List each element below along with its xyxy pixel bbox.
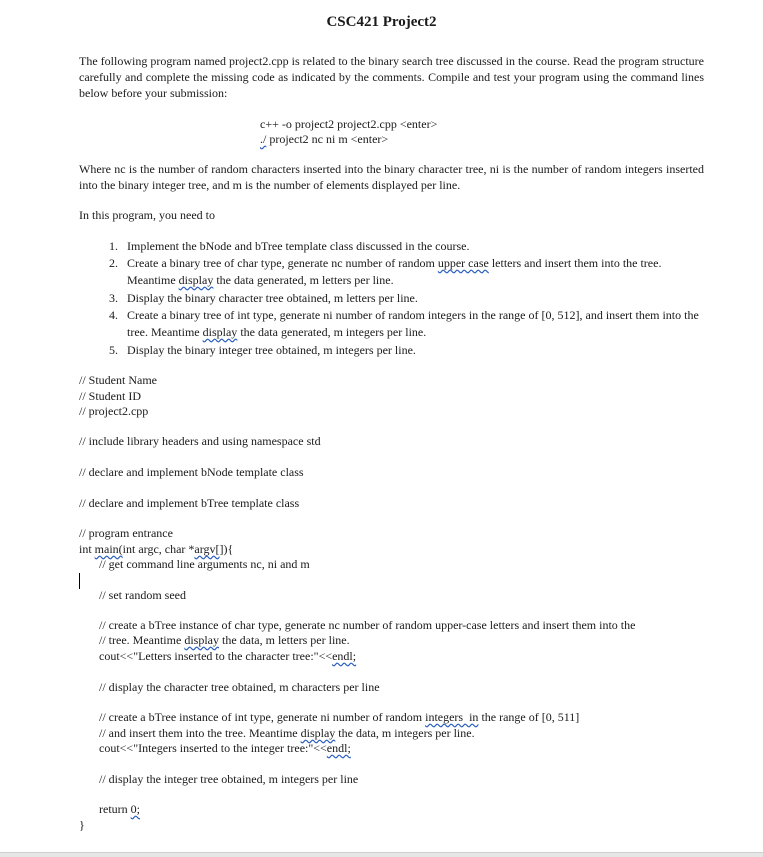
code-part: // and insert them into the tree. Meantime [99,726,301,740]
code-part: ]){ [219,542,234,556]
code-flagged: main( [94,542,123,556]
task-text-flagged: display [178,273,214,287]
code-part: return [99,802,131,816]
task-text-part: the data generated, m letters per line. [213,273,394,287]
intro-paragraph: The following program named project2.cpp is related to the binary search tree discussed in the course. Read the program structure carefully and complete the missing code as indicated by the comments. Compile and test your program using the command lines below before your submission: [79,54,704,100]
page-title: CSC421 Project2 [326,14,437,30]
task-number: 1. [109,239,118,253]
code-part: cout<<"Letters inserted to the character tree:"<< [99,649,333,663]
task-text-part: Create a binary tree of int type, generate ni number of random integers in the range of [0, 512], and insert them into the tree. Meantime [127,308,699,339]
task-text [127,307,704,341]
code-line: // get command line arguments nc, ni and m [99,557,310,571]
code-line [99,633,350,648]
code-line [99,726,475,741]
task-text: Implement the bNode and bTree template class discussed in the course. [127,239,470,253]
run-prefix: ./ [260,132,267,146]
code-part: int [79,542,95,556]
code-flagged: argv[ [194,542,220,556]
code-line: // set random seed [99,588,186,602]
code-flagged: display [184,633,219,647]
code-line: // Student Name [79,373,157,387]
text-cursor [79,573,80,589]
code-line [99,710,579,725]
task-number: 2. [109,256,118,270]
code-line-return [99,802,140,817]
task-number: 4. [109,308,118,322]
code-part: int argc, char * [122,542,195,556]
code-line [99,741,351,756]
code-flagged: endl; [332,649,357,663]
code-part: the data, m letters per line. [218,633,350,647]
code-line: // declare and implement bTree template class [79,496,300,510]
code-part: the range of [0, 511] [478,710,580,724]
code-part: // tree. Meantime [99,633,185,647]
where-paragraph: Where nc is the number of random characters inserted into the binary character tree, ni is the number of random integers inserted into the binary integer tree, and m is the number of elements displayed per line. [79,162,704,192]
code-line: // Student ID [79,389,141,403]
run-rest: project2 nc ni m <enter> [266,132,389,146]
page-bottom-edge [0,852,763,857]
code-line: // program entrance [79,526,173,540]
code-line-close: } [79,818,85,832]
code-line: // display the integer tree obtained, m integers per line [99,772,359,786]
code-part: the data, m integers per line. [335,726,475,740]
code-line: // include library headers and using namespace std [79,434,321,448]
run-command [260,132,388,147]
code-flagged: display [300,726,336,740]
code-part: // create a bTree instance of int type, generate ni number of random [99,710,426,724]
task-text: Display the binary character tree obtained, m letters per line. [127,291,418,305]
code-line: // project2.cpp [79,404,149,418]
code-part: cout<<"Integers inserted to the integer tree:"<< [99,741,327,755]
code-line: // declare and implement bNode template class [79,465,304,479]
code-flagged: endl; [326,741,351,755]
task-text-part: letters and insert them into the tree. Meantime [127,256,662,287]
task-text-part: the data generated, m integers per line. [237,325,427,339]
task-text: Display the binary integer tree obtained, m integers per line. [127,343,416,357]
task-text-flagged: upper case [437,256,489,270]
task-text-part: Create a binary tree of char type, generate nc number of random [127,256,438,270]
code-line: // display the character tree obtained, m characters per line [99,680,380,694]
task-number: 5. [109,343,118,357]
code-line-main [79,542,233,557]
compile-command: c++ -o project2 project2.cpp <enter> [260,117,438,131]
code-line [99,649,356,664]
task-intro: In this program, you need to [79,208,215,222]
task-text [127,255,704,289]
code-flagged: 0; [130,802,140,816]
task-text-flagged: display [202,325,238,339]
code-line: // create a bTree instance of char type, generate nc number of random upper-case letters and insert them into the [99,618,636,632]
code-flagged: integers in [425,710,479,724]
task-number: 3. [109,291,118,305]
